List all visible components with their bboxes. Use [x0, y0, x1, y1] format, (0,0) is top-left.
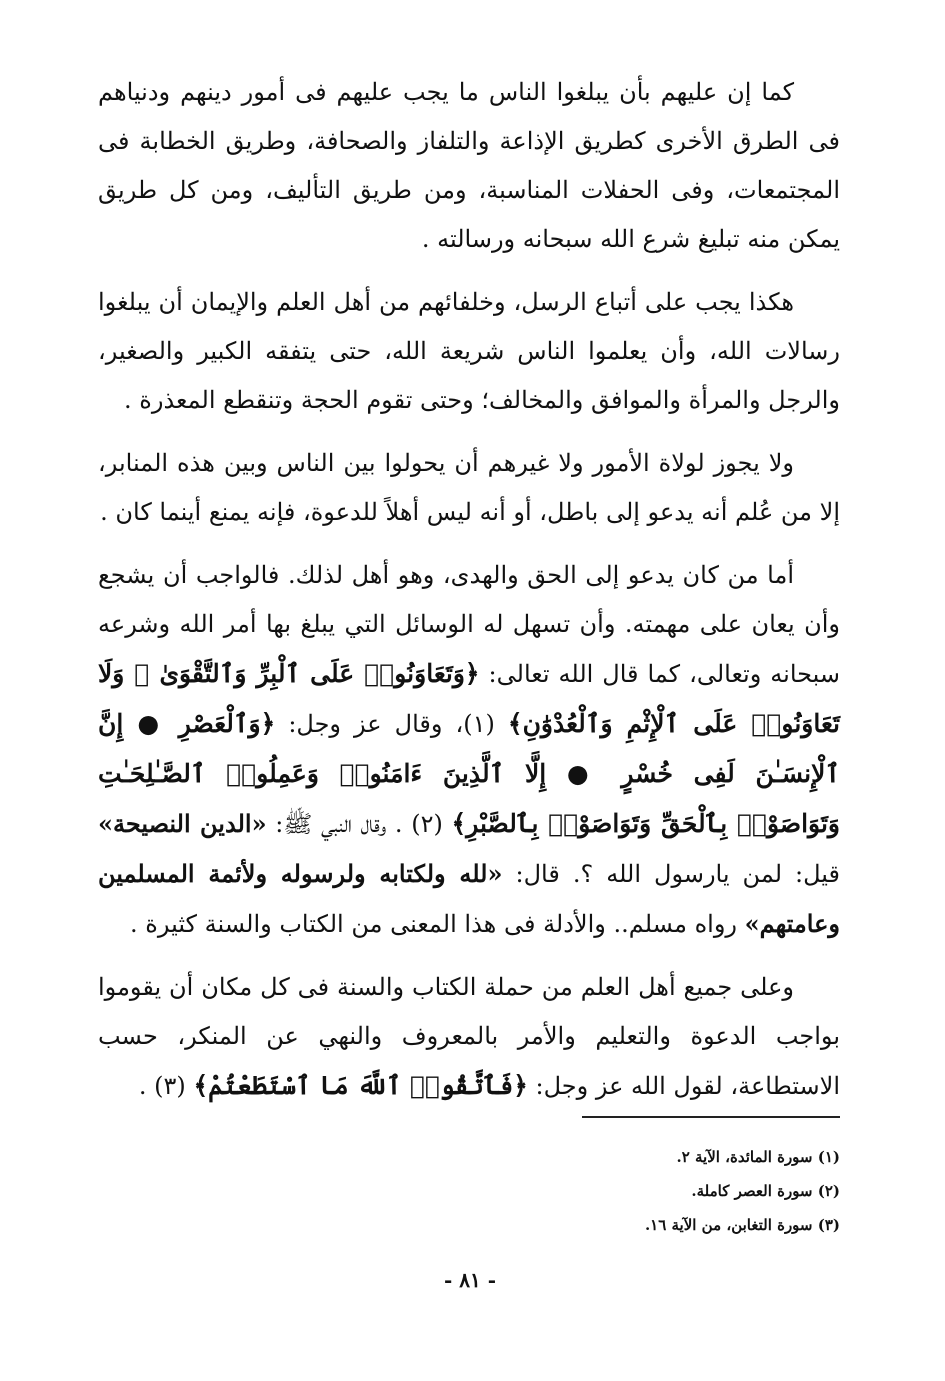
paragraph-5 [98, 963, 840, 1111]
footnote-3: (٣) سورة التغابن، من الآية ١٦. [644, 1216, 840, 1234]
paragraph-3 [98, 439, 840, 537]
paragraph-4-text-part-4: قيل: لمن يارسول الله ؟. قال: [502, 860, 841, 888]
paragraph-4-text-part-3: (٢) . وقال النبي ﷺ: [266, 810, 443, 838]
paragraph-4-text-part-2: (١)، وقال عز وجل: [275, 710, 495, 738]
paragraph-4 [98, 551, 840, 949]
footnote-2: (٢) سورة العصر كاملة. [691, 1182, 840, 1200]
paragraph-3-text: ولا يجوز لولاة الأمور ولا غيرهم أن يحولوا بين الناس وبين هذه المنابر، إلا من عُلم أنه يدعو إلى باطل، أو أنه ليس أهلاً للدعوة، فإنه يمنع أينما كان . [98, 449, 840, 526]
quran-verse-taghabun: ﴿فَٱتَّقُوا۟ ٱللَّهَ مَا ٱسْتَطَعْتُمْ﴾ [193, 1071, 528, 1100]
paragraph-1-text: كما إن عليهم بأن يبلغوا الناس ما يجب عليهم فى أمور دينهم ودنياهم فى الطرق الأخرى كطريق الإذاعة والتلفاز والصحافة، وطريق الخطابة فى المجتمعات، وفى الحفلات المناسبة، ومن طريق التأليف، ومن كل طريق يمكن منه تبليغ شرع الله سبحانه ورسالته . [98, 78, 840, 253]
hadith-quote-2: «لله ولكتابه ولرسوله ولأئمة المسلمين وعامتهم» [98, 859, 840, 938]
paragraph-4-text-part-1: أما من كان يدعو إلى الحق والهدى، وهو أهل لذلك. فالواجب أن يشجع وأن يعان على مهمته. وأن تسهل له الوسائل التي يبلغ بها أمر الله وشرعه سبحانه وتعالى، كما قال الله تعالى: [98, 561, 840, 688]
footnotes [520, 1140, 840, 1242]
paragraph-4-text-part-5: رواه مسلم.. والأدلة فى هذا المعنى من الكتاب والسنة كثيرة . [130, 910, 737, 938]
footnote-1: (١) سورة المائدة، الآية ٢. [676, 1148, 840, 1166]
page-number: - ٨١ - [443, 1268, 496, 1292]
paragraph-2 [98, 278, 840, 425]
paragraph-1 [98, 68, 840, 264]
page-body [98, 68, 840, 1125]
paragraph-5-text-part-2: (٣) . [138, 1072, 186, 1100]
hadith-quote-1: «الدين النصيحة» [98, 809, 267, 838]
quran-verse-asr: ﴿وَٱلْعَصْرِ ● إِنَّ ٱلْإِنسَـٰنَ لَفِى خُسْرٍ ● إِلَّا ٱلَّذِينَ ءَامَنُوا۟ وَعَمِلُوا۟ ٱلصَّـٰلِحَـٰتِ وَتَوَاصَوْا۟ بِٱلْحَقِّ وَتَوَاصَوْا۟ بِٱلصَّبْرِ﴾ [98, 709, 840, 838]
footnote-divider [582, 1116, 840, 1118]
paragraph-2-text: هكذا يجب على أتباع الرسل، وخلفائهم من أهل العلم والإيمان أن يبلغوا رسالات الله، وأن يعلموا الناس شريعة الله، حتى يتفقه الكبير والصغير، والرجل والمرأة والموافق والمخالف؛ وحتى تقوم الحجة وتنقطع المعذرة . [98, 288, 840, 414]
paragraph-5-text-part-1: وعلى جميع أهل العلم من حملة الكتاب والسنة فى كل مكان أن يقوموا بواجب الدعوة والتعليم والأمر بالمعروف والنهي عن المنكر، حسب الاستطاعة، لقول الله عز وجل: [98, 973, 840, 1100]
quran-verse-maidah: ﴿وَتَعَاوَنُوا۟ عَلَى ٱلْبِرِّ وَٱلتَّقْوَىٰ ۖ وَلَا تَعَاوَنُوا۟ عَلَى ٱلْإِثْمِ وَٱلْعُدْوَٰنِ﴾ [98, 659, 840, 738]
